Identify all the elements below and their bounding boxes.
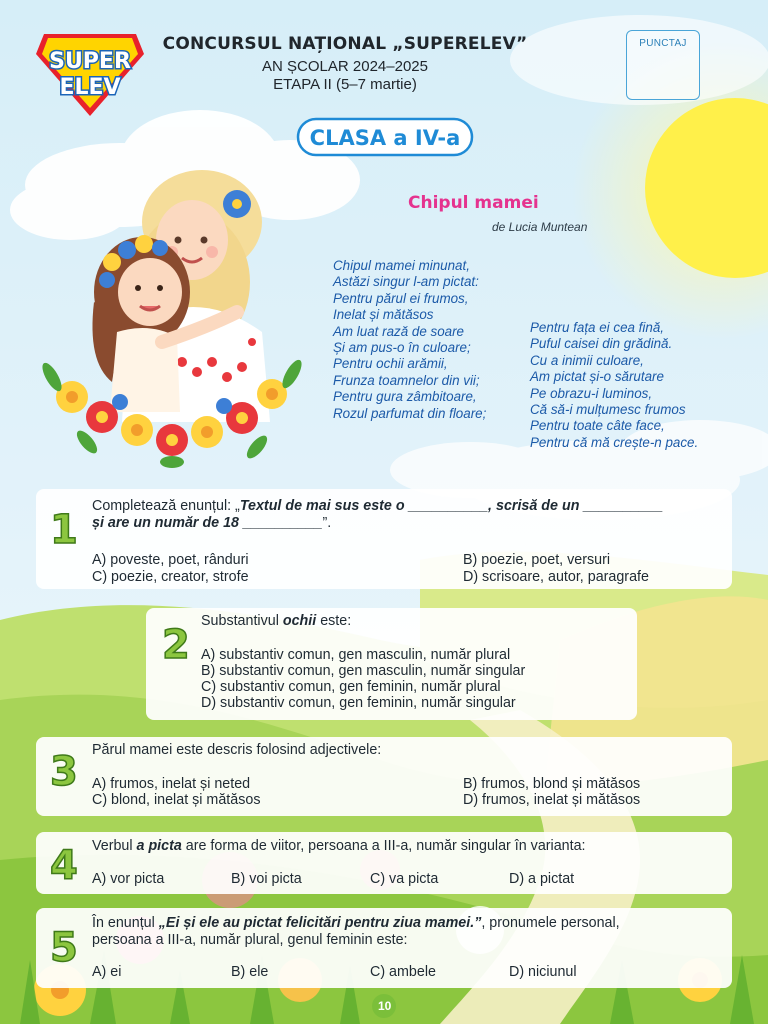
question-2-option-c[interactable]: C) substantiv comun, gen feminin, număr plural [201,679,501,695]
poem-line: Pentru fața ei cea fină, [530,320,664,335]
prompt-text: are forma de viitor, persoana a III-a, număr singular în varianta: [181,838,586,854]
poem-line: Puful caisei din grădină. [530,336,673,352]
poem-author: de Lucia Muntean [492,220,588,234]
prompt-text: În enunțul [92,915,159,931]
prompt-text: este: [316,613,352,629]
question-3-option-b[interactable]: B) frumos, blond și mătăsos [463,776,641,792]
prompt-text: ”. [322,515,332,531]
question-1-number: 1 [50,507,78,553]
contest-stage: ETAPA II (5–7 martie) [273,76,417,93]
class-label: CLASA a IV-a [309,126,461,150]
prompt-text: , pronumele personal, [481,915,620,931]
page-number: 10 [378,999,392,1013]
question-3-option-d[interactable]: D) frumos, inelat și mătăsos [463,792,641,808]
question-4-option-b[interactable]: B) voi picta [231,871,302,887]
question-1-option-a[interactable]: A) poveste, poet, rânduri [92,552,249,568]
poem-line: Inelat și mătăsos [333,307,434,323]
prompt-text: Substantivul [201,613,283,629]
poem-line: Pentru că mă crește-n pace. [530,434,699,450]
poem-line: Am luat rază de soare [333,323,464,339]
poem-line: Astăzi singur l-am pictat: [333,274,479,290]
question-1-option-d[interactable]: D) scrisoare, autor, paragrafe [463,569,649,585]
question-2-number: 2 [162,622,190,668]
question-4-option-a[interactable]: A) vor picta [92,871,165,887]
poem-line: Pe obrazu-i luminos, [530,385,653,401]
poem-line: Chipul mamei minunat, [333,258,470,273]
poem-line: Rozul parfumat din floare; [333,405,487,421]
score-label: PUNCTAJ [639,38,687,49]
poem-line: Că să-i mulțumesc frumos [530,402,686,418]
question-5-number: 5 [50,925,78,971]
question-2-option-b[interactable]: B) substantiv comun, gen masculin, număr singular [201,663,526,679]
superelev-logo [34,24,146,120]
prompt-text: Completează enunțul: „ [92,498,240,514]
poem-line: Pentru ochii arămii, [333,356,448,372]
poem-line: Cu a inimii culoare, [530,352,644,368]
question-2-option-d[interactable]: D) substantiv comun, gen feminin, număr singular [201,695,516,711]
question-2-option-a[interactable]: A) substantiv comun, gen masculin, număr plural [201,647,511,663]
question-5-option-b[interactable]: B) ele [231,964,269,980]
prompt-emphasis: a picta [136,838,182,854]
logo-text-elev: ELEV [59,75,121,100]
prompt-text: persoana a III-a, număr plural, genul feminin este: [92,932,408,948]
poem-line: Frunza toamnelor din vii; [333,372,480,388]
question-1-prompt [92,498,722,532]
prompt-emphasis: ochii [282,613,317,629]
question-5-prompt [92,915,722,949]
question-4-option-d[interactable]: D) a pictat [509,871,575,887]
question-1-option-b[interactable]: B) poezie, poet, versuri [463,552,611,568]
prompt-emphasis: Textul de mai sus este o __________, scrisă de un __________ [239,498,663,514]
question-2-prompt [201,613,351,630]
question-4-number: 4 [50,843,78,889]
poem-title: Chipul mamei [408,193,539,213]
logo-text-super: SUPER [49,49,131,74]
question-3-prompt: Părul mamei este descris folosind adjectivele: [92,742,382,758]
poem-line: Pentru toate câte face, [530,418,665,434]
question-5-option-d[interactable]: D) niciunul [509,964,577,980]
question-1-option-c[interactable]: C) poezie, creator, strofe [92,569,249,585]
question-3-option-a[interactable]: A) frumos, inelat și neted [92,776,251,792]
poem-stanza-1 [333,258,486,422]
poem-stanza-2 [530,320,698,451]
question-5-option-a[interactable]: A) ei [92,964,122,980]
poem-line: Pentru gura zâmbitoare, [333,389,477,405]
poem-line: Și am pus-o în culoare; [333,340,471,356]
contest-title: CONCURSUL NAȚIONAL „SUPERELEV” [162,34,528,54]
question-5-option-c[interactable]: C) ambele [370,964,436,980]
question-4-option-c[interactable]: C) va picta [370,871,439,887]
contest-header [150,34,540,93]
mother-daughter-illustration [32,162,312,474]
question-3-option-c[interactable]: C) blond, inelat și mătăsos [92,792,261,808]
poem-line: Pentru părul ei frumos, [333,290,469,306]
school-year: AN ȘCOLAR 2024–2025 [262,58,428,75]
prompt-text: Verbul [92,838,137,854]
prompt-emphasis: „Ei și ele au pictat felicitări pentru ziua mamei.” [158,915,482,931]
question-4-prompt [92,838,586,855]
score-box [626,30,700,100]
poem-line: Am pictat și-o sărutare [530,369,664,385]
question-3-number: 3 [50,749,78,795]
class-badge [296,117,474,157]
prompt-emphasis: și are un număr de 18 __________ [92,515,323,531]
